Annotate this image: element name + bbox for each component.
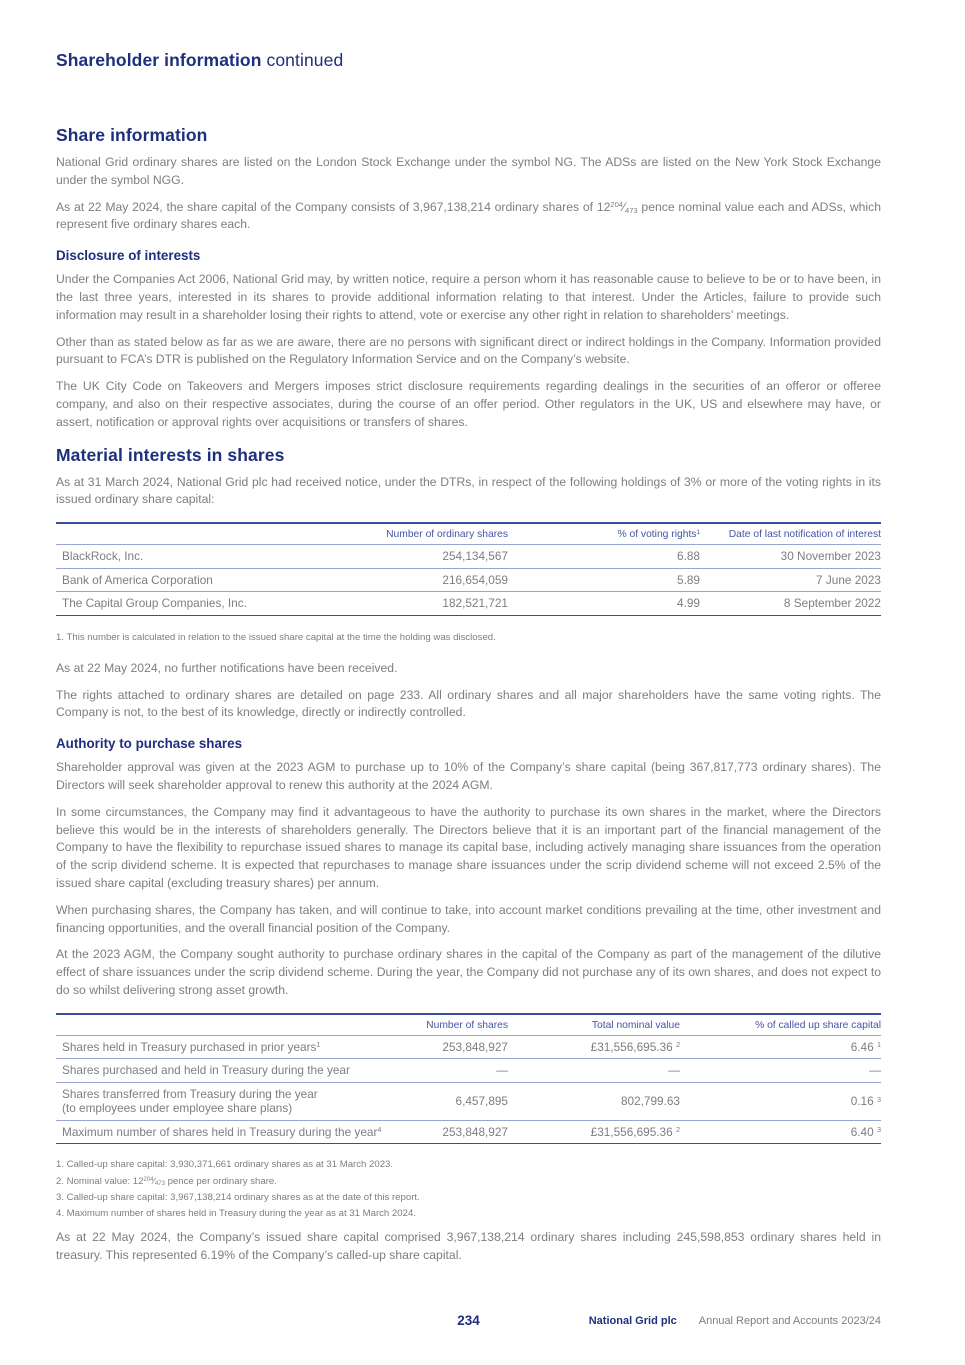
table-footnote: 3. Called-up share capital: 3,967,138,214 ordinary shares as at the date of this report. [56,1191,420,1203]
table-cell: 6.46 $^1$ [680,1035,881,1059]
table-cell: 5.89 [508,568,700,592]
table-cell: £31,556,695.36 $^2$ [508,1035,680,1059]
table-footnote: 1. This number is calculated in relation to the issued share capital at the time the holding was disclosed. [56,631,496,643]
page-number: 234 [457,1313,480,1328]
footer-report-title: Annual Report and Accounts 2023/24 [698,1315,881,1327]
table-row [56,592,881,616]
paragraph: As at 22 May 2024, the Company’s issued share capital comprised 3,967,138,214 ordinary shares including 245,598,853 ordinary shares held in treasury. This represented 6.19% of the Company’s called-up share capital. [56,1230,881,1262]
table-row [56,1082,881,1120]
table-header-row [56,1014,881,1036]
table-cell: 216,654,059 [356,568,508,592]
column-header [56,523,356,545]
table-footnote: 1. Called-up share capital: 3,930,371,661 ordinary shares as at 31 March 2023. [56,1159,394,1171]
paragraph: Shareholder approval was given at the 2023 AGM to purchase up to 10% of the Company’s share capital (being 367,817,773 ordinary shares). The Directors will seek shareholder approval to renew this authority at the 2024 AGM. [56,760,881,793]
column-header: Number of shares [396,1014,508,1036]
table-cell: Bank of America Corporation [56,568,356,592]
heading-share-information: Share information [56,125,208,145]
table-cell: 182,521,721 [442,596,508,611]
page-content [56,0,881,1265]
table-cell: 802,799.63 [508,1082,680,1120]
paragraph: In some circumstances, the Company may find it advantageous to have the authority to purchase its own shares in the market, where the Directors believe this would be in the interests of shareholders generally. The Directors believe that it is an important part of the financial management of the Company to have the flexibility to repurchase issued shares to manage its capital base, including actively managing share issuances from the operation of the scrip dividend scheme. It is expected that repurchases to manage share issuances under the scrip dividend scheme will not exceed 2.5% of the issued share capital (excluding treasury shares) per annum. [56,804,881,891]
table-row [56,1035,881,1059]
column-header: % of voting rights$^1$ [508,523,700,545]
paragraph: As at 31 March 2024, National Grid plc had received notice, under the DTRs, in respect of the following holdings of 3% or more of the voting rights in its issued ordinary share capital: [56,474,881,507]
material-interests-table [56,522,881,616]
table-cell: The Capital Group Companies, Inc. [62,596,247,611]
page-footer [56,1313,881,1333]
table-cell: Maximum number of shares held in Treasury during the year$^4$ [62,1124,382,1139]
table-row [56,1059,881,1083]
table-cell: 0.16 $^3$ [680,1082,881,1120]
table-cell: 30 November 2023 [700,545,881,569]
table-cell: 6.40 $^3$ [850,1124,881,1139]
table-cell: — [508,1059,680,1083]
paragraph: Under the Companies Act 2006, National Grid may, by written notice, require a person whom it has reasonable cause to believe to be or to have been, in the last three years, interested in its shares to provide additional information relating to that interest. Under the Articles, failure to provide such information may result in a shareholder losing their rights to attend, vote or exercise any other right in relation to shareholders’ meetings. [56,272,881,322]
column-header: Number of ordinary shares [356,523,508,545]
table-cell: £31,556,695.36 $^2$ [590,1124,680,1139]
column-header: Total nominal value [508,1014,680,1036]
paragraph: At the 2023 AGM, the Company sought authority to purchase ordinary shares in the capital of the Company as part of the management of the dilutive effect of share issuances under the scrip dividend scheme. During the year, the Company did not purchase any of its own shares, and does not expect to do so whilst delivering strong asset growth. [56,947,881,998]
page-title-continued: continued [261,50,344,70]
paragraph: As at 22 May 2024, no further notifications have been received. [56,660,398,675]
column-header [56,1014,396,1036]
table-cell: 4.99 [677,596,700,611]
table-cell: Shares transferred from Treasury during the year (to employees under employee share plans) [56,1082,396,1120]
paragraph: When purchasing shares, the Company has taken, and will continue to take, into account market conditions prevailing at the time, other investment and financing opportunities, and the overall financial position of the Company. [56,902,881,935]
table-cell: — [680,1059,881,1083]
table-cell: 6.88 [508,545,700,569]
table-header-row [56,523,881,545]
heading-material-interests: Material interests in shares [56,444,285,465]
table-footnote: 2. Nominal value: $12^{204}⁄_{473}$ pence per ordinary share. [56,1175,277,1188]
table-cell: 6,457,895 [396,1082,508,1120]
table-cell: BlackRock, Inc. [56,545,356,569]
table-cell: 7 June 2023 [700,568,881,592]
paragraph: The UK City Code on Takeovers and Mergers imposes strict disclosure requirements regarding dealings in the securities of an offeror or offeree company, and also on their respective associates, during the course of an offer period. Other regulators in the UK, US and elsewhere may have, or assert, notification or approval rights over acquisitions or transfers of shares. [56,379,881,429]
table-footnotes [56,1158,881,1220]
table-row [56,1120,881,1144]
table-row [56,545,881,569]
footer-company-name: National Grid plc [588,1315,677,1327]
table-row [56,568,881,592]
paragraph: As at 22 May 2024, the share capital of the Company consists of 3,967,138,214 ordinary shares of $12^{204}⁄_{473}$ pence nominal value each and ADSs, which represent five ordinary shares each. [56,199,882,232]
column-header: % of called up share capital [680,1014,881,1036]
heading-authority-to-purchase: Authority to purchase shares [56,736,243,752]
table-cell: Shares purchased and held in Treasury during the year [56,1059,396,1083]
table-cell: 8 September 2022 [783,596,881,611]
paragraph: The rights attached to ordinary shares are detailed on page 233. All ordinary shares and all major shareholders have the same voting rights. The Company is not, to the best of its knowledge, directly or indirectly controlled. [56,687,881,720]
table-cell: — [396,1059,508,1083]
table-footnote: 4. Maximum number of shares held in Treasury during the year as at 31 March 2024. [56,1207,416,1219]
column-header: Date of last notification of interest [700,523,881,545]
page-title [56,50,881,71]
table-cell: 254,134,567 [356,545,508,569]
paragraph: National Grid ordinary shares are listed on the London Stock Exchange under the symbol NG. The ADSs are listed on the New York Stock Exchange under the symbol NGG. [56,155,881,187]
table-cell: Shares held in Treasury purchased in prior years$^1$ [56,1035,396,1059]
page-title-main: Shareholder information [56,50,262,70]
table-cell: 253,848,927 [396,1035,508,1059]
heading-disclosure-of-interests: Disclosure of interests [56,248,201,264]
table-cell: 253,848,927 [442,1124,508,1139]
paragraph: Other than as stated below as far as we are aware, there are no persons with significant direct or indirect holdings in the Company. Information provided pursuant to FCA’s DTR is published on the Regulatory Information Service and on the Company’s website. [56,334,881,367]
footer-right [589,1315,881,1327]
treasury-shares-table [56,1013,881,1145]
